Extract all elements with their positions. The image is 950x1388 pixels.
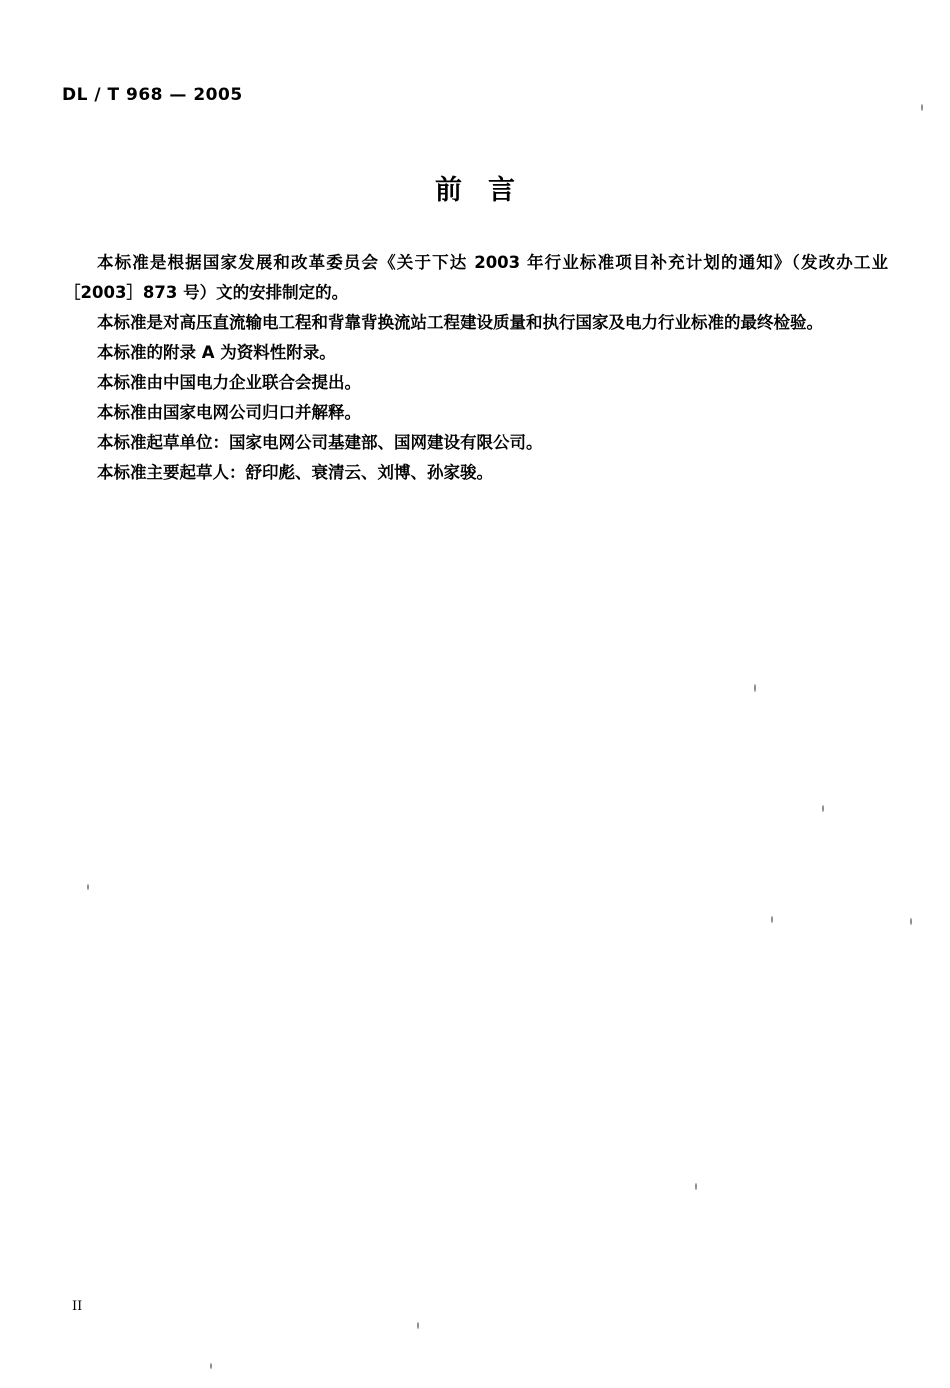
- foreword-body: [64, 248, 888, 488]
- paragraph: 本标准的附录 A 为资料性附录。: [97, 343, 336, 362]
- scan-speckle-icon: [910, 918, 912, 925]
- page-number: II: [72, 1299, 83, 1314]
- page-title: 前言: [435, 175, 541, 206]
- paragraph: 本标准起草单位：国家电网公司基建部、国网建设有限公司。: [97, 433, 543, 452]
- paragraph: 本标准主要起草人：舒印彪、衰清云、刘博、孙家骏。: [97, 463, 493, 482]
- scan-speckle-icon: [417, 1322, 419, 1329]
- scan-speckle-icon: [695, 1183, 697, 1190]
- scan-speckle-icon: [822, 805, 824, 812]
- paragraph: 本标准由国家电网公司归口并解释。: [97, 403, 361, 422]
- scan-speckle-icon: [754, 684, 756, 692]
- standard-number-header: DL / T 968 — 2005: [62, 85, 243, 105]
- scan-speckle-icon: [771, 916, 773, 923]
- scan-speckle-icon: [921, 104, 923, 111]
- paragraph: 本标准由中国电力企业联合会提出。: [97, 373, 361, 392]
- paragraph: 本标准是对高压直流输电工程和背靠背换流站工程建设质量和执行国家及电力行业标准的最终检验。: [97, 313, 823, 332]
- paragraph: 本标准是根据国家发展和改革委员会《关于下达 2003 年行业标准项目补充计划的通知》（发改办工业［2003］873 号）文的安排制定的。: [64, 253, 888, 302]
- scan-speckle-icon: [210, 1363, 212, 1369]
- scan-speckle-icon: [87, 884, 89, 890]
